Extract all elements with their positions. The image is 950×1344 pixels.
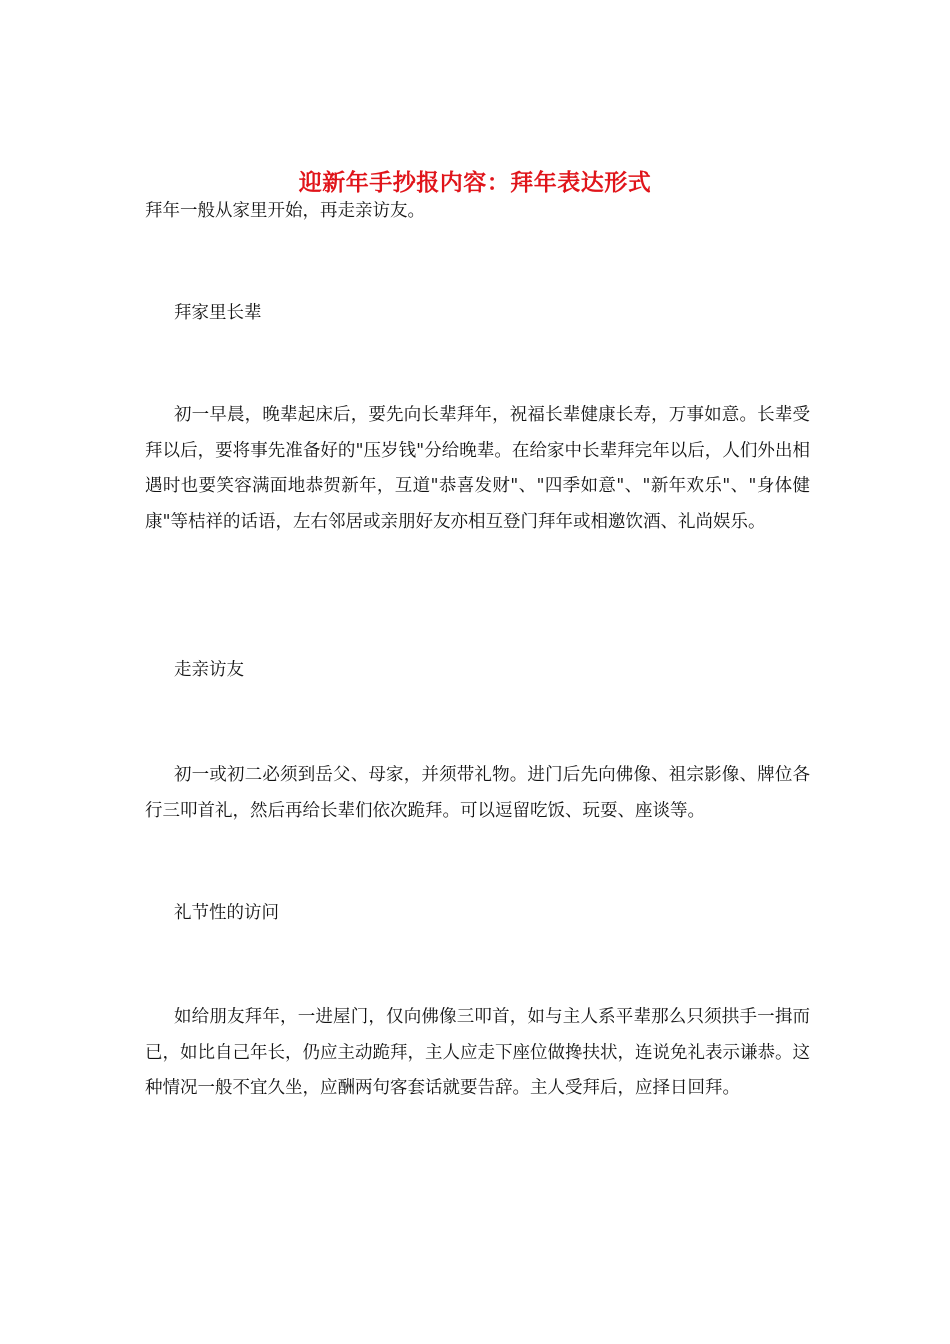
section-heading-courtesy: 礼节性的访问 bbox=[174, 903, 279, 923]
document-title: 迎新年手抄报内容：拜年表达形式 bbox=[298, 169, 652, 197]
section-heading-elders: 拜家里长辈 bbox=[174, 303, 262, 323]
section-body-elders: 初一早晨，晚辈起床后，要先向长辈拜年，祝福长辈健康长寿，万事如意。长辈受拜以后，要将事先准备好的"压岁钱"分给晚辈。在给家中长辈拜完年以后，人们外出相遇时也要笑容满面地恭贺新年，互道"恭喜发财"、"四季如意"、"新年欢乐"、"身体健康"等桔祥的话语，左右邻居或亲朋好友亦相互登门拜年或相邀饮酒、礼尚娱乐。 bbox=[145, 405, 810, 532]
intro-paragraph: 拜年一般从家里开始，再走亲访友。 bbox=[145, 201, 425, 221]
section-body-visiting: 初一或初二必须到岳父、母家，并须带礼物。进门后先向佛像、祖宗影像、牌位各行三叩首礼，然后再给长辈们依次跪拜。可以逗留吃饭、玩耍、座谈等。 bbox=[145, 765, 810, 821]
section-heading-visiting: 走亲访友 bbox=[174, 660, 244, 680]
section-body-courtesy: 如给朋友拜年，一进屋门，仅向佛像三叩首，如与主人系平辈那么只须拱手一揖而已，如比自己年长，仍应主动跪拜，主人应走下座位做搀扶状，连说免礼表示谦恭。这种情况一般不宜久坐，应酬两句客套话就要告辞。主人受拜后，应择日回拜。 bbox=[145, 1007, 810, 1098]
